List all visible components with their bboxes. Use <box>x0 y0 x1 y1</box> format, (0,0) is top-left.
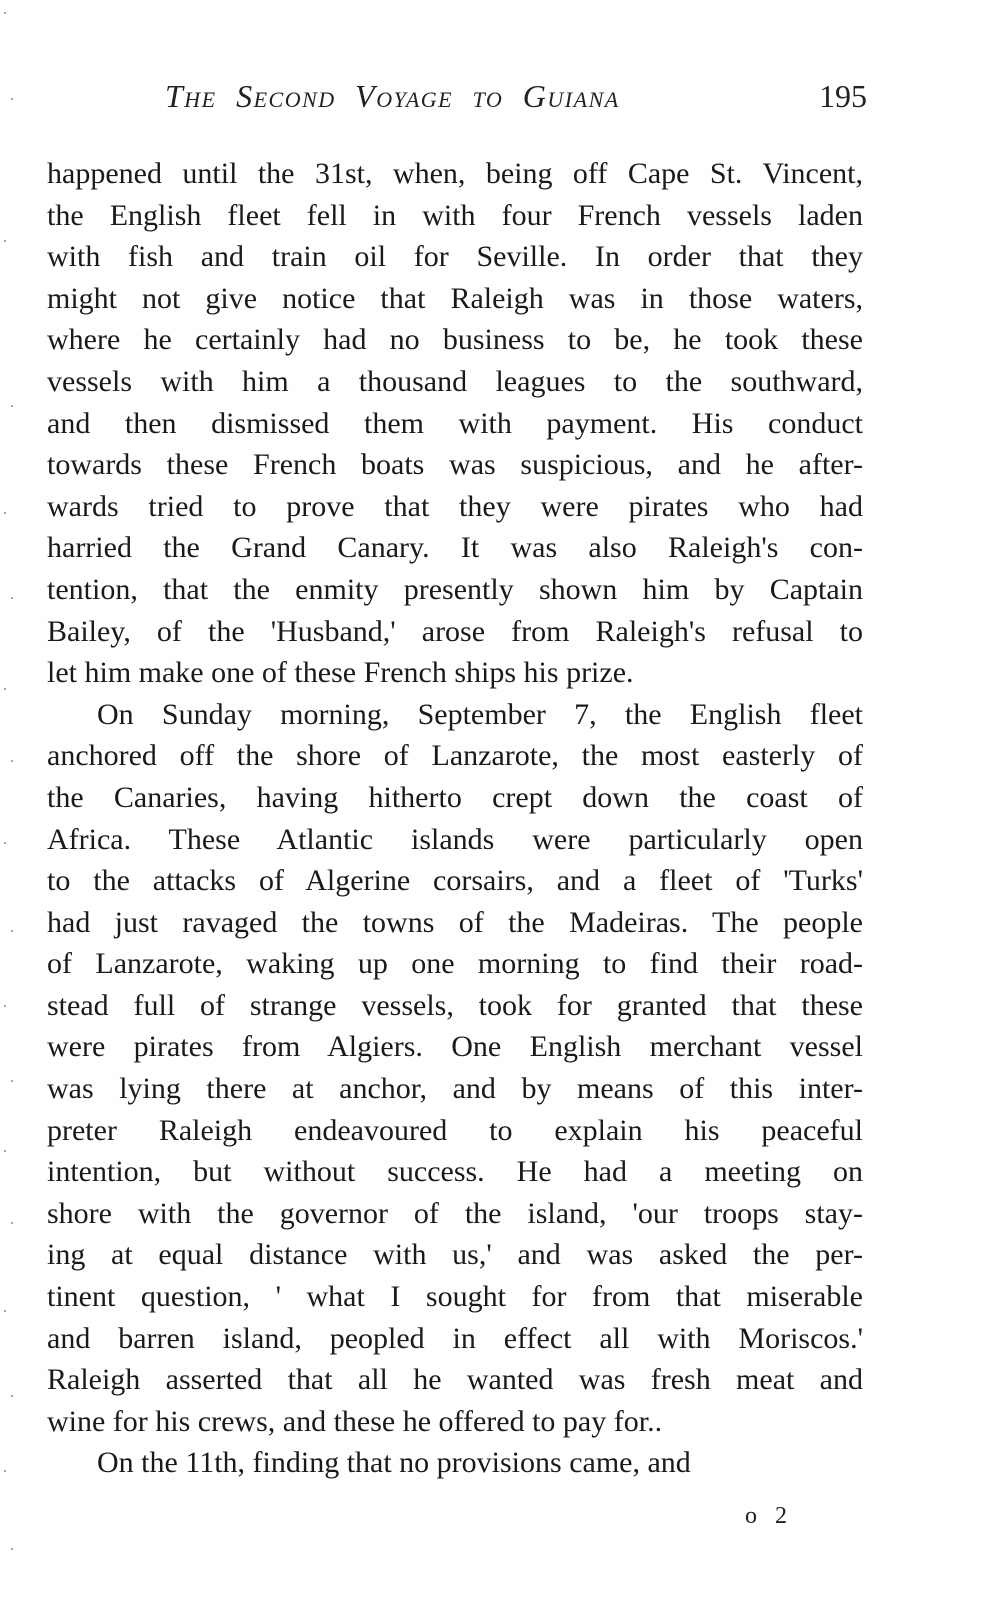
text-line: with fish and train oil for Seville. In order that they <box>47 240 863 274</box>
text-line: On Sunday morning, September 7, the English fleet <box>97 697 863 731</box>
margin-speck <box>4 512 6 514</box>
margin-speck <box>4 1470 6 1472</box>
margin-speck <box>11 930 13 932</box>
text-line: anchored off the shore of Lanzarote, the most easterly of <box>47 739 863 773</box>
text-line: vessels with him a thousand leagues to the southward, <box>47 364 863 398</box>
text-line: Africa. These Atlantic islands were particularly open <box>47 822 863 856</box>
text-line: Bailey, of the 'Husband,' arose from Raleigh's refusal to <box>47 614 863 648</box>
text-line: was lying there at anchor, and by means of this inter- <box>47 1072 863 1106</box>
margin-speck <box>11 760 13 762</box>
margin-speck <box>4 1150 6 1152</box>
text-line: the Canaries, having hitherto crept down the coast of <box>47 780 863 814</box>
text-line: happened until the 31st, when, being off Cape St. Vincent, <box>47 157 863 190</box>
text-line: Raleigh asserted that all he wanted was fresh meat and <box>47 1363 863 1397</box>
text-line: wine for his crews, and these he offered to pay for.. <box>47 1404 663 1438</box>
text-line: were pirates from Algiers. One English merchant vessel <box>47 1030 863 1064</box>
paragraph <box>47 153 863 694</box>
text-line: tinent question, ' what I sought for from that miserable <box>47 1280 863 1314</box>
margin-speck <box>4 240 6 242</box>
margin-speck <box>4 1005 6 1007</box>
text-line: of Lanzarote, waking up one morning to find their road- <box>47 947 863 981</box>
text-line: shore with the governor of the island, 'our troops stay- <box>47 1196 863 1230</box>
margin-speck <box>4 1310 6 1312</box>
margin-speck <box>11 1080 13 1082</box>
margin-speck <box>11 98 13 100</box>
page-number: 195 <box>819 78 867 114</box>
text-line: might not give notice that Raleigh was in those waters, <box>47 281 863 315</box>
text-line: the English fleet fell in with four French vessels laden <box>47 198 863 232</box>
text-line: tention, that the enmity presently shown him by Captain <box>47 572 863 606</box>
page-header <box>155 78 873 122</box>
text-line: towards these French boats was suspicious, and he after- <box>47 448 863 482</box>
body-text <box>47 153 863 1484</box>
margin-speck <box>4 12 6 14</box>
margin-speck <box>11 597 13 599</box>
text-line: wards tried to prove that they were pirates who had <box>47 489 863 523</box>
running-title: The Second Voyage to Guiana <box>165 78 620 114</box>
margin-specks <box>0 0 30 1600</box>
text-line: where he certainly had no business to be, he took these <box>47 323 863 357</box>
margin-speck <box>11 1395 13 1397</box>
paragraph <box>47 1442 863 1484</box>
text-line: ing at equal distance with us,' and was asked the per- <box>47 1238 863 1272</box>
margin-speck <box>11 405 13 407</box>
text-line: stead full of strange vessels, took for granted that these <box>47 988 863 1022</box>
text-line: had just ravaged the towns of the Madeiras. The people <box>47 905 863 939</box>
margin-speck <box>4 842 6 844</box>
text-line: and then dismissed them with payment. His conduct <box>47 406 863 440</box>
margin-speck <box>11 1222 13 1224</box>
text-line: let him make one of these French ships his prize. <box>47 656 634 690</box>
margin-speck <box>11 1548 13 1550</box>
text-line: to the attacks of Algerine corsairs, and a fleet of 'Turks' <box>47 864 863 898</box>
text-line: preter Raleigh endeavoured to explain his peaceful <box>47 1113 863 1147</box>
margin-speck <box>4 688 6 690</box>
text-line: intention, but without success. He had a meeting on <box>47 1155 863 1189</box>
signature-mark: o 2 <box>745 1503 793 1529</box>
text-line: harried the Grand Canary. It was also Raleigh's con- <box>47 531 863 565</box>
paragraph <box>47 694 863 1443</box>
text-line: On the 11th, finding that no provisions came, and <box>97 1446 691 1480</box>
text-line: and barren island, peopled in effect all with Moriscos.' <box>47 1321 863 1355</box>
